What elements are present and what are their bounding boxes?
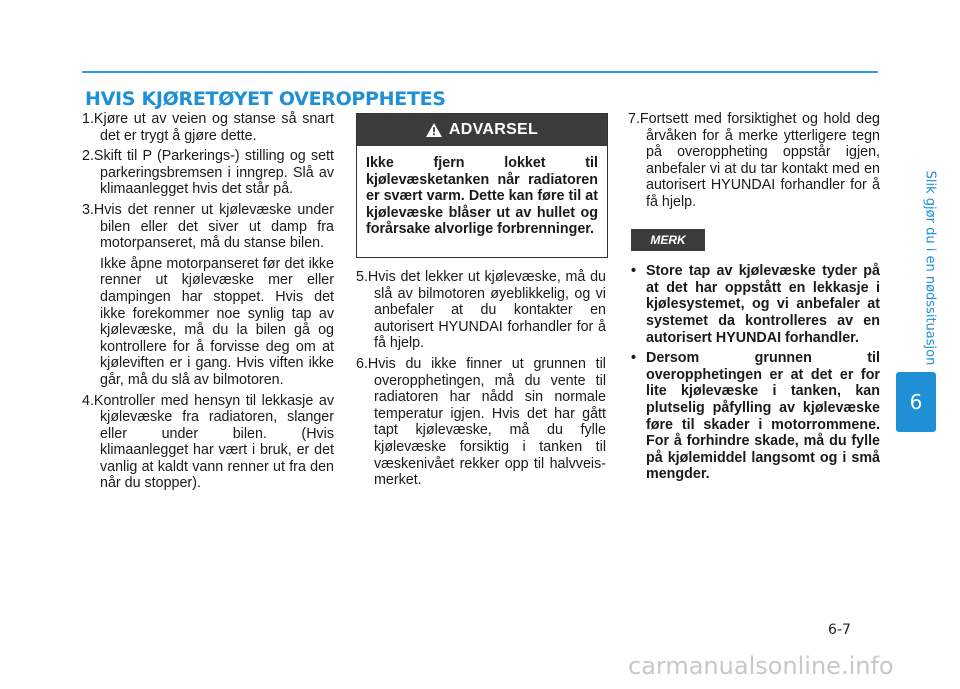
step-7: 7.Fortsett med forsiktighet og hold deg årvåken for å merke ytterligere tegn på overoppheting oppstår igjen, anbefaler vi at du tar kontakt med en autorisert HYUNDAI forhandler for å få hjelp.: [628, 111, 880, 210]
step-6: 6.Hvis du ikke finner ut grunnen til overopphetingen, må du vente til radiatoren har nådd sin normale temperatur igjen. Hvis det har gått tapt kjølevæske, må du fylle kjølevæske forsiktig i tanken til væskenivået rekker opp til halvveis-merket.: [356, 355, 606, 489]
note-bullet: • Store tap av kjølevæske tyder på at det har oppstått en lekkasje i kjølesystemet, og vi anbefaler at systemet da kontrolleres av en autorisert HYUNDAI forhandler.: [628, 263, 880, 346]
page-number: 6-7: [828, 622, 851, 638]
step-5: 5.Hvis det lekker ut kjølevæske, må du slå av bilmotoren øyeblikkelig, og vi anbefaler at du kontakter en autorisert HYUNDAI forhandler for å få hjelp.: [356, 269, 606, 352]
column-right: [628, 111, 880, 487]
step-2: 2.Skift til P (Parkerings-) stilling og sett parkeringsbremsen i inngrep. Slå av klimaanlegget hvis det står på.: [82, 148, 334, 198]
watermark: carmanualsonline.info: [628, 652, 894, 680]
note-bullet: • Dersom grunnen til overopphetingen er at det er for lite kjølevæske i tanken, kan plutselig påfylling av kjølevæske føre til skader i motorrommene. For å forhindre skade, må du fylle på kjølemiddel langsomt og i små mengder.: [628, 350, 880, 483]
warning-box: [356, 113, 608, 258]
step-3: 3.Hvis det renner ut kjølevæske under bilen eller det siver ut damp fra motorpanseret, må du stanse bilen.: [82, 201, 334, 252]
warning-title: ADVARSEL: [448, 121, 539, 138]
note-badge: MERK: [631, 229, 705, 252]
column-middle: [356, 269, 606, 493]
side-section-title: Slik gjør du i en nødssituasjon: [922, 170, 938, 366]
chapter-tab: 6: [896, 372, 936, 432]
step-4: 4.Kontroller med hensyn til lekkasje av kjølevæske fra radiatoren, slanger eller under bilen. (Hvis klimaanlegget har vært i bruk, er det vanlig at kaldt vann renner ut fra den når du stopper).: [82, 392, 334, 492]
warning-text: Ikke fjern lokket til kjølevæsketanken når radiatoren er svært varm. Dette kan føre til at kjølevæske blåser ut av hullet og forårsake alvorlige forbrenninger.: [366, 155, 598, 238]
column-left: [82, 111, 334, 496]
step-3-detail: Ikke åpne motorpanseret før det ikke renner ut kjølevæske mer eller dampingen har stoppet. Hvis det ikke forekommer noe synlig tap av kjølevæske, må du la bilen gå og kontrollere for å forvisse deg om at kjøleviften er i gang. Hvis viften ikke går, må du slå av bilmotoren.: [100, 255, 334, 388]
section-heading: HVIS KJØRETØYET OVEROPPHETES: [85, 88, 446, 110]
step-1: 1.Kjøre ut av veien og stanse så snart det er trygt å gjøre dette.: [82, 111, 334, 144]
warning-header: [357, 114, 607, 146]
header-rule: [82, 71, 878, 73]
warning-triangle-icon: [426, 123, 442, 137]
